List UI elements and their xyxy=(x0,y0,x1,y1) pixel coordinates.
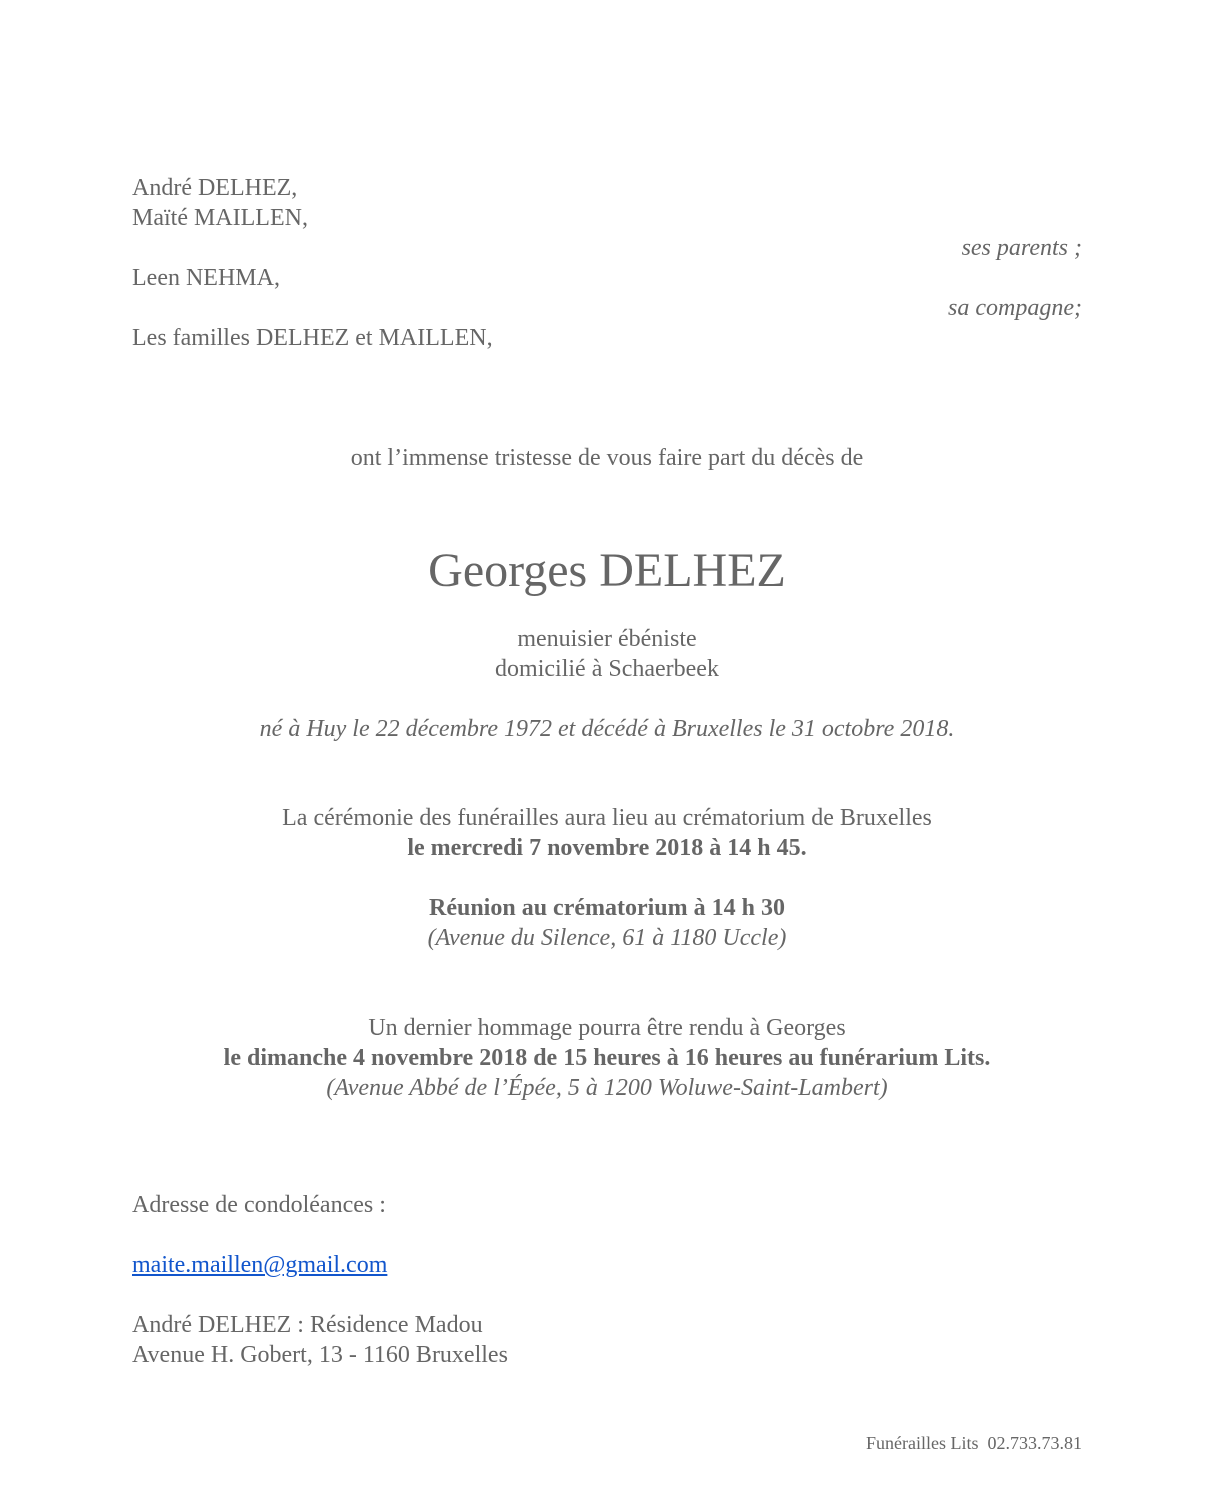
partner-role: sa compagne; xyxy=(948,295,1082,321)
tribute-address: (Avenue Abbé de l’Épée, 5 à 1200 Woluwe-Saint-Lambert) xyxy=(326,1075,888,1101)
family-mother: Maïté MAILLEN, xyxy=(132,205,308,231)
deceased-name: Georges DELHEZ xyxy=(428,544,786,597)
deceased-residence: domicilié à Schaerbeek xyxy=(495,656,719,682)
ceremony-meeting: Réunion au crématorium à 14 h 30 xyxy=(429,895,785,921)
announcement-intro: ont l’immense tristesse de vous faire part du décès de xyxy=(350,445,864,471)
ceremony-date-time: le mercredi 7 novembre 2018 à 14 h 45. xyxy=(407,835,807,861)
footer-funeral-home: Funérailles Lits 02.733.73.81 xyxy=(866,1433,1082,1453)
condolences-postal-line1: André DELHEZ : Résidence Madou xyxy=(132,1312,483,1338)
birth-death-line: né à Huy le 22 décembre 1972 et décédé à Bruxelles le 31 octobre 2018. xyxy=(259,716,955,742)
family-father: André DELHEZ, xyxy=(132,175,298,201)
ceremony-address: (Avenue du Silence, 61 à 1180 Uccle) xyxy=(427,925,787,951)
parents-role: ses parents ; xyxy=(961,235,1082,261)
condolences-label: Adresse de condoléances : xyxy=(132,1192,386,1218)
family-families: Les familles DELHEZ et MAILLEN, xyxy=(132,325,493,351)
ceremony-intro: La cérémonie des funérailles aura lieu au crématorium de Bruxelles xyxy=(282,805,932,831)
tribute-date-time: le dimanche 4 novembre 2018 de 15 heures à 16 heures au funérarium Lits. xyxy=(223,1045,991,1071)
condolences-email-link[interactable]: maite.maillen@gmail.com xyxy=(132,1252,388,1278)
condolences-postal-line2: Avenue H. Gobert, 13 - 1160 Bruxelles xyxy=(132,1342,508,1368)
deceased-profession: menuisier ébéniste xyxy=(517,626,697,652)
family-partner: Leen NEHMA, xyxy=(132,265,280,291)
tribute-intro: Un dernier hommage pourra être rendu à Georges xyxy=(368,1015,846,1041)
